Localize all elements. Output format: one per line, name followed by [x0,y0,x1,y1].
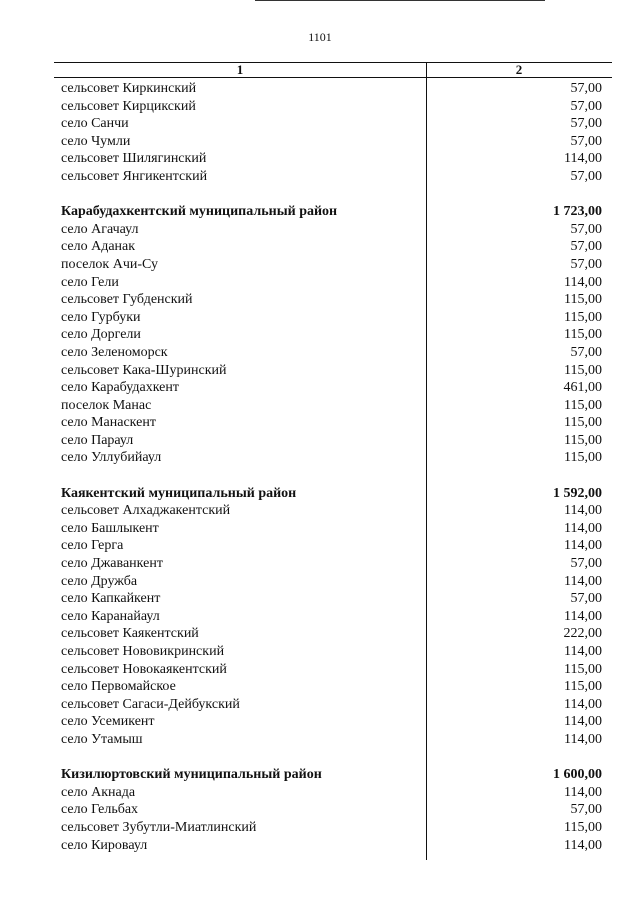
settlement-value: 115,00 [564,432,602,448]
settlement-name: сельсовет Алхаджакентский [61,503,231,519]
settlement-name: сельсовет Сагаси-Дейбукский [61,696,240,712]
district-name: Карабудахкентский муниципальный район [61,204,338,220]
settlement-value: 57,00 [570,256,602,272]
page-number: 1101 [308,30,332,44]
settlement-name: село Санчи [61,116,129,132]
table-row [0,678,640,696]
table-row [0,238,640,256]
district-row [0,766,640,784]
table-row [0,256,640,274]
district-name: Каякентский муниципальный район [61,485,297,501]
table-row [0,414,640,432]
settlement-name: сельсовет Киркинский [61,81,197,96]
table-row [0,520,640,538]
table-row [0,221,640,239]
settlement-value: 114,00 [564,784,602,800]
settlement-value: 115,00 [564,362,602,378]
table-row [0,555,640,573]
settlement-value: 114,00 [564,274,602,290]
settlement-name: село Капкайкент [61,591,161,607]
settlement-name: село Уллубийаул [61,450,162,466]
settlement-name: сельсовет Нововикринский [61,644,225,659]
settlement-value: 114,00 [564,731,602,747]
settlement-name: сельсовет Шилягинский [61,151,207,167]
settlement-name: сельсовет Янгикентский [61,168,208,184]
table-row [0,696,640,714]
settlement-value: 115,00 [564,292,602,308]
table-row [0,274,640,292]
settlement-value: 115,00 [564,819,602,835]
settlement-name: село Доргели [61,327,141,343]
table-row [0,643,640,661]
settlement-name: сельсовет Новокаякентский [61,661,227,677]
settlement-name: село Гурбуки [61,309,141,325]
table-header [54,62,612,78]
district-total: 1 723,00 [553,204,602,220]
column-header-1: 1 [236,62,244,77]
table-row [0,801,640,819]
table-row [0,115,640,133]
table-row [0,133,640,151]
settlement-value: 115,00 [564,661,602,677]
table-row [0,326,640,344]
settlement-name: село Утамыш [61,731,143,747]
settlement-name: село Манаскент [61,415,156,431]
settlement-name: село Каранайаул [61,608,160,624]
table-row [0,168,640,186]
settlement-name: село Усемикент [61,714,155,730]
table-row [0,344,640,362]
settlement-value: 57,00 [570,556,602,572]
settlement-name: село Гельбах [61,802,139,818]
settlement-value: 115,00 [564,679,602,695]
settlement-name: село Герга [61,538,124,554]
district-row [0,485,640,503]
table-row [0,291,640,309]
district-total: 1 600,00 [553,767,602,783]
district-total: 1 592,00 [553,485,602,501]
settlement-value: 461,00 [563,380,602,396]
settlement-value: 114,00 [564,644,602,659]
settlement-value: 114,00 [564,696,602,712]
settlement-name: поселок Манас [61,397,152,413]
settlement-value: 57,00 [570,98,602,114]
settlement-name: сельсовет Зубутли-Миатлинский [61,819,257,835]
table-row [0,449,640,467]
settlement-name: село Чумли [61,133,131,149]
settlement-value: 114,00 [564,151,602,167]
settlement-name: сельсовет Губденский [61,292,193,308]
table-row [0,98,640,116]
settlement-name: село Зеленоморск [61,344,168,360]
table-row [0,379,640,397]
settlement-value: 57,00 [570,591,602,607]
table-row [0,625,640,643]
settlement-value: 57,00 [570,133,602,149]
table-row [0,432,640,450]
table-row [0,731,640,749]
settlement-value: 115,00 [564,327,602,343]
settlement-value: 115,00 [564,309,602,325]
settlement-name: поселок Ачи-Су [61,256,159,272]
table-row [0,590,640,608]
settlement-value: 115,00 [564,450,602,466]
table-row [0,713,640,731]
settlement-name: село Акнада [61,784,136,800]
settlement-name: село Параул [61,432,134,448]
settlement-value: 115,00 [564,415,602,431]
settlement-name: село Первомайское [61,679,176,695]
settlement-value: 114,00 [564,573,602,589]
settlement-value: 114,00 [564,608,602,624]
settlement-name: село Джаванкент [61,556,163,572]
settlement-value: 114,00 [564,520,602,536]
table-row [0,661,640,679]
settlement-value: 115,00 [564,397,602,413]
settlement-value: 57,00 [570,221,602,237]
table-row [0,608,640,626]
table-row [0,502,640,520]
settlement-name: село Башлыкент [61,520,159,536]
scan-top-edge-rule [255,0,545,1]
district-name: Кизилюртовский муниципальный район [61,767,322,783]
table-row [0,309,640,327]
table-row [0,537,640,555]
settlement-name: село Карабудахкент [61,380,179,396]
table-row [0,150,640,168]
settlement-value: 57,00 [570,116,602,132]
settlement-value: 57,00 [570,81,602,96]
table-row [0,819,640,837]
settlement-value: 222,00 [563,626,602,642]
settlement-name: село Дружба [61,573,138,589]
table-row [0,80,640,98]
table-row [0,362,640,380]
settlement-name: село Гели [61,274,119,290]
settlement-value: 114,00 [564,503,602,519]
settlement-name: сельсовет Каякентский [61,626,199,642]
table-row [0,397,640,415]
settlement-value: 114,00 [564,837,602,853]
table-row [0,784,640,802]
settlement-name: село Агачаул [61,221,139,237]
table-row [0,837,640,855]
section-spacer [0,749,640,767]
district-row [0,203,640,221]
settlement-value: 114,00 [564,714,602,730]
settlement-value: 57,00 [570,239,602,255]
settlement-value: 57,00 [570,802,602,818]
section-spacer [0,467,640,485]
column-header-2: 2 [515,62,523,77]
settlement-value: 114,00 [564,538,602,554]
settlement-name: сельсовет Кака-Шуринский [61,362,227,378]
section-spacer [0,186,640,204]
table-row [0,573,640,591]
settlement-name: село Кироваул [61,837,148,853]
table-body [0,80,640,854]
settlement-value: 57,00 [570,168,602,184]
settlement-value: 57,00 [570,344,602,360]
settlement-name: село Аданак [61,239,136,255]
settlement-name: сельсовет Кирцикский [61,98,196,114]
